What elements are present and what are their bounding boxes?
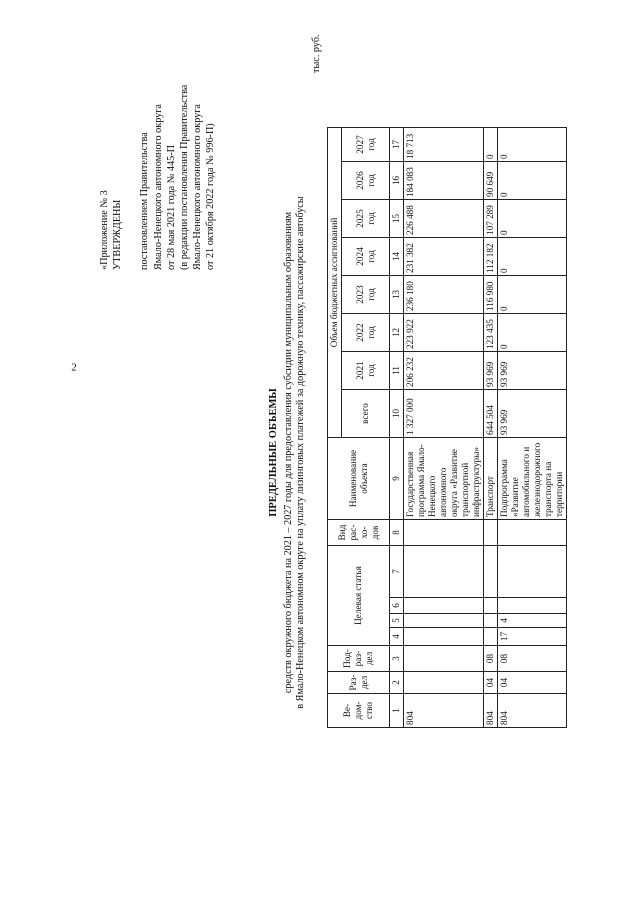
column-number: 4	[390, 628, 404, 646]
approved-label: УТВЕРЖДЕНЫ	[112, 199, 124, 270]
cell-target-2	[484, 614, 498, 628]
column-number: 3	[390, 646, 404, 672]
column-number: 16	[390, 162, 404, 200]
cell-value: 223 922	[404, 314, 484, 352]
cell-target-3	[484, 598, 498, 614]
cell-subsection: 08	[498, 646, 567, 672]
appendix-title: «Приложение № 3	[99, 190, 110, 270]
cell-value: 0	[498, 128, 567, 162]
column-number: 13	[390, 276, 404, 314]
budget-table	[327, 127, 567, 728]
column-number: 8	[390, 520, 404, 546]
cell-value: 123 435	[484, 314, 498, 352]
cell-ministry: 804	[404, 694, 484, 728]
cell-expense-type	[404, 520, 484, 546]
cell-value: 112 182	[484, 238, 498, 276]
approval-line: Ямало-Ненецкого автономного округа	[152, 104, 164, 270]
cell-total: 1 327 000	[404, 390, 484, 438]
cell-value: 0	[484, 128, 498, 162]
column-number: 15	[390, 200, 404, 238]
document-subtitle-1: средств окружного бюджета на 2021 – 2027 годы для предоставления субсидии муниципальным образованиям	[282, 211, 294, 694]
column-number: 6	[390, 598, 404, 614]
cell-value: 236 180	[404, 276, 484, 314]
cell-value: 107 289	[484, 200, 498, 238]
table-row	[498, 128, 567, 728]
header-ministry: Ве-дом-ство	[328, 694, 390, 728]
cell-total: 644 504	[484, 390, 498, 438]
cell-name: Государственная программа Ямало-Ненецкого автономного округа «Развитие транспортной инфраструктуры»	[404, 438, 484, 520]
cell-section	[404, 672, 484, 694]
document-title: ПРЕДЕЛЬНЫЕ ОБЪЕМЫ	[268, 388, 279, 517]
document-heading	[268, 0, 308, 905]
header-subsection: Под-раз-дел	[328, 646, 390, 672]
header-volume: Объем бюджетных ассигнований	[328, 128, 342, 438]
cell-value: 184 083	[404, 162, 484, 200]
cell-value: 90 649	[484, 162, 498, 200]
header-year: 2022 год	[342, 314, 390, 352]
column-number: 1	[390, 694, 404, 728]
cell-value: 18 713	[404, 128, 484, 162]
header-year: 2027 год	[342, 128, 390, 162]
cell-target-3	[404, 598, 484, 614]
column-number: 14	[390, 238, 404, 276]
cell-value: 226 488	[404, 200, 484, 238]
cell-target-4	[484, 546, 498, 598]
header-section: Раз-дел	[328, 672, 390, 694]
header-year: 2021 год	[342, 352, 390, 390]
cell-target-2	[404, 614, 484, 628]
units-label: тыс. руб.	[311, 34, 322, 73]
cell-value: 0	[498, 238, 567, 276]
cell-subsection: 08	[484, 646, 498, 672]
header-expense-type: Вид рас-хо-дов	[328, 520, 390, 546]
header-year: 2025 год	[342, 200, 390, 238]
approval-line: (в редакции постановления Правительства	[179, 84, 191, 270]
header-year: 2023 год	[342, 276, 390, 314]
cell-target-1	[484, 628, 498, 646]
cell-section: 04	[484, 672, 498, 694]
column-number: 10	[390, 390, 404, 438]
column-number: 9	[390, 438, 404, 520]
column-number: 2	[390, 672, 404, 694]
document-subtitle-2: в Ямало-Ненецком автономном округе на уплату лизинговых платежей за дорожную технику, пассажирские автобусы	[295, 196, 306, 709]
cell-value: 231 382	[404, 238, 484, 276]
cell-target-4	[404, 546, 484, 598]
column-number: 12	[390, 314, 404, 352]
cell-value: 93 969	[498, 352, 567, 390]
cell-target-4	[498, 546, 567, 598]
cell-value: 0	[498, 314, 567, 352]
page-number: 2	[71, 361, 77, 374]
column-number: 5	[390, 614, 404, 628]
cell-name: Транспорт	[484, 438, 498, 520]
cell-ministry: 804	[484, 694, 498, 728]
approval-block	[98, 0, 218, 270]
header-year: 2026 год	[342, 162, 390, 200]
table-row	[484, 128, 498, 728]
header-target-article: Целевая статья	[328, 546, 390, 646]
cell-total: 93 969	[498, 390, 567, 438]
header-object-name: Наименование объекта	[328, 438, 390, 520]
cell-value: 0	[498, 200, 567, 238]
cell-expense-type	[484, 520, 498, 546]
approval-line: постановлением Правительства	[139, 132, 151, 270]
header-total: всего	[342, 390, 390, 438]
cell-value: 93 969	[484, 352, 498, 390]
column-number: 7	[390, 546, 404, 598]
approval-line: от 28 мая 2021 года № 445-П	[165, 144, 177, 270]
cell-value: 0	[498, 162, 567, 200]
cell-value: 116 980	[484, 276, 498, 314]
cell-target-2: 4	[498, 614, 567, 628]
cell-value: 0	[498, 276, 567, 314]
approval-line: от 21 октября 2022 года № 996-П)	[205, 123, 217, 270]
approval-line: Ямало-Ненецкого автономного округа	[192, 104, 204, 270]
cell-target-1	[404, 628, 484, 646]
header-year: 2024 год	[342, 238, 390, 276]
cell-target-3	[498, 598, 567, 614]
cell-ministry: 804	[498, 694, 567, 728]
column-number: 17	[390, 128, 404, 162]
cell-value: 206 232	[404, 352, 484, 390]
column-number: 11	[390, 352, 404, 390]
cell-expense-type	[498, 520, 567, 546]
cell-name: Подпрограмма «Развитие автомобильного и железнодорожного транспорта на территории	[498, 438, 567, 520]
cell-subsection	[404, 646, 484, 672]
cell-target-1: 17	[498, 628, 567, 646]
table-row	[404, 128, 484, 728]
cell-section: 04	[498, 672, 567, 694]
